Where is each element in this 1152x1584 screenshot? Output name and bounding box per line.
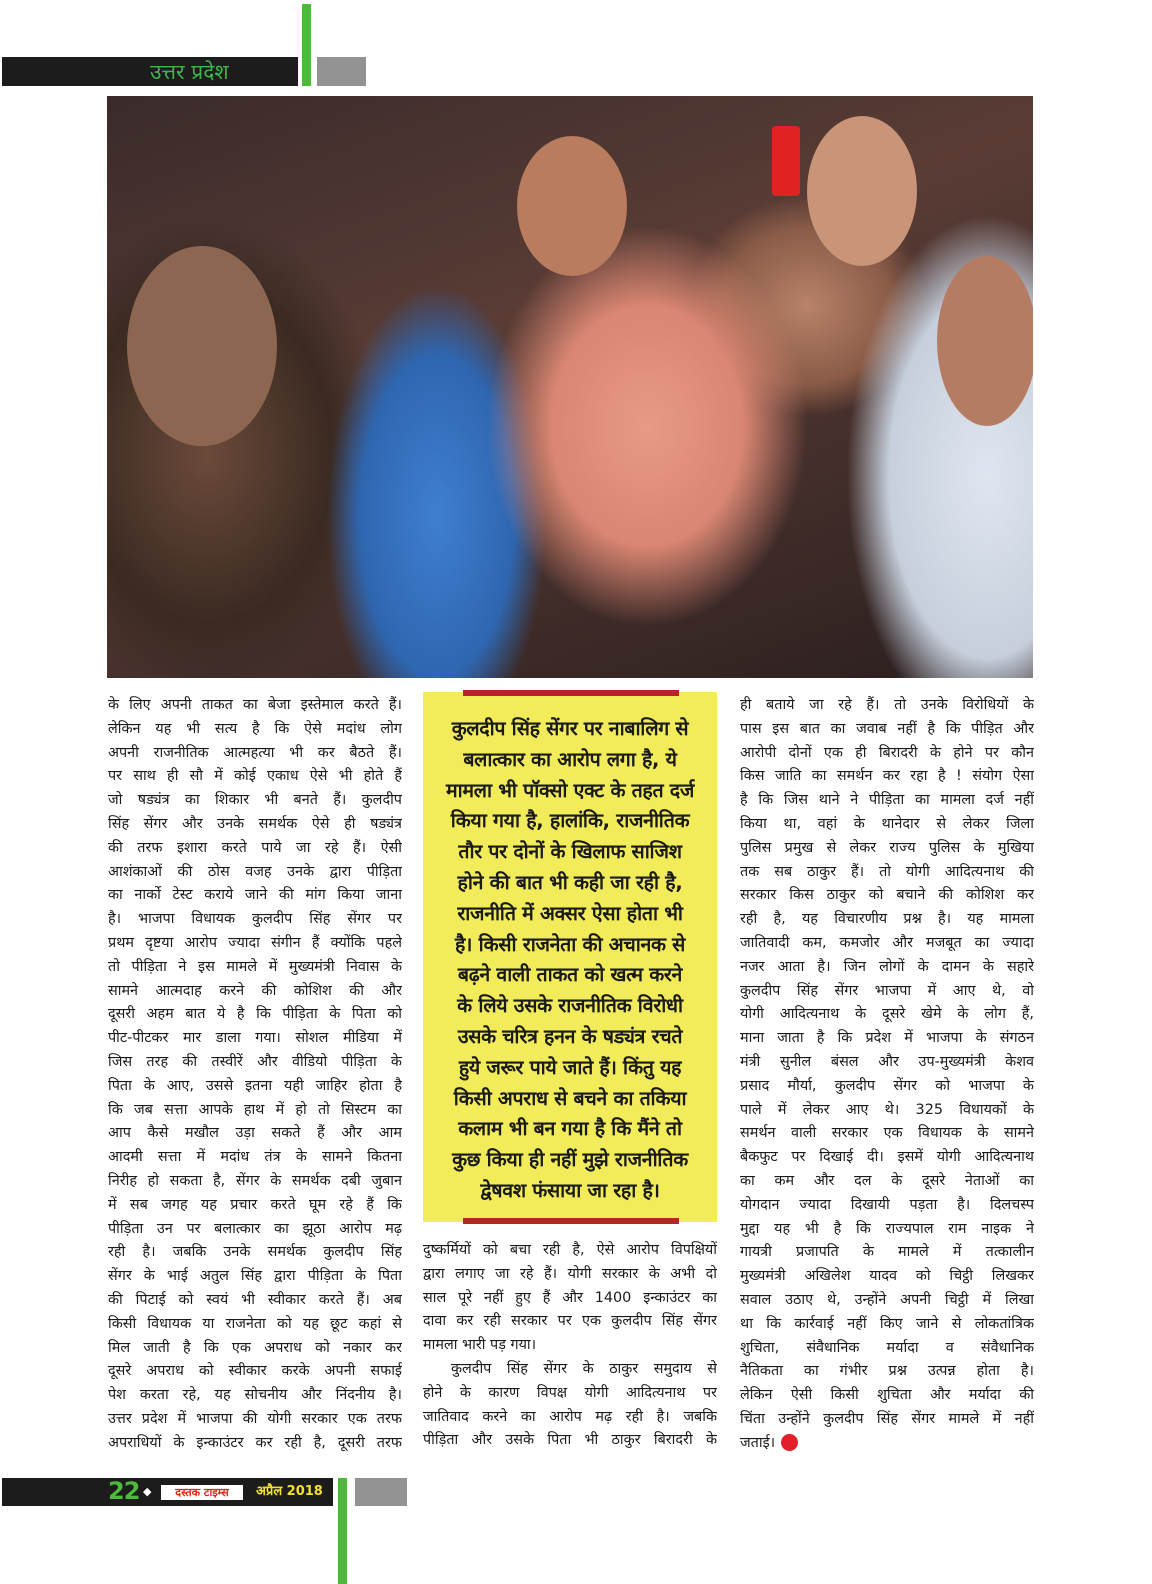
article-line-text: मुद्दा यह भी है कि राज्यपाल राम नाइक ने (740, 1220, 1034, 1237)
article-line-text: तक सब ठाकुर हैं। तो योगी आदित्यनाथ की (740, 863, 1034, 880)
article-line-text: बैकफुट पर दिखाई दी। इसमें योगी आदित्यनाथ (740, 1149, 1034, 1166)
article-line (108, 1313, 402, 1337)
article-line (740, 1337, 1034, 1361)
article-line-text: कुलदीप सिंह सेंगर भाजपा में आए थे, वो (740, 982, 1034, 999)
article-line-text: लेकिन ऐसी किसी शुचिता और मर्यादा की (740, 1387, 1034, 1404)
pull-quote-line: उसके चरित्र हनन के षड्यंत्र रचते (457, 1024, 683, 1048)
article-line (108, 956, 402, 980)
article-line (108, 1432, 402, 1456)
article-line (740, 1051, 1034, 1075)
article-line-text: उत्तर प्रदेश में भाजपा की योगी सरकार एक तरफ (108, 1410, 402, 1427)
article-line-text: जिस तरह की तस्वीरें और वीडियो पीड़िता के (108, 1053, 402, 1070)
article-line (740, 1289, 1034, 1313)
article-line (108, 694, 402, 718)
pull-quote-line: बढ़ने वाली ताकत को खत्म करने (457, 963, 683, 987)
article-line (423, 1406, 717, 1430)
article-line (740, 861, 1034, 885)
pull-quote-line: किसी अपराध से बचने का तकिया (453, 1086, 687, 1110)
pull-quote-line: बलात्कार का आरोप लगा है, ये (463, 747, 677, 771)
article-line-text: जो षड्यंत्र का शिकार भी बनते हैं। कुलदीप (108, 792, 402, 809)
article-line (740, 1218, 1034, 1242)
article-line (740, 742, 1034, 766)
photo-person-face (807, 116, 917, 266)
pull-quote-line: द्वेषवश फंसाया जा रहा है। (480, 1178, 660, 1202)
article-line-text: दूसरी अहम बात ये है कि पीड़िता के पिता को (108, 1006, 402, 1023)
pull-quote-line: कलाम भी बन गया है कि मैंने तो (458, 1117, 682, 1141)
article-line-text: मंत्री सुनील बंसल और उप-मुख्यमंत्री केशव (740, 1053, 1034, 1070)
article-line-text: दुष्कर्मियों को बचा रही है, ऐसे आरोप विपक्षियों (423, 1242, 717, 1258)
pull-quote-line: के लिये उसके राजनीतिक विरोधी (457, 994, 683, 1018)
article-line-text: रही है, यह विचारणीय प्रश्न है। यह मामला (740, 911, 1034, 928)
page-number: 22 (108, 1477, 140, 1505)
article-line (740, 1194, 1034, 1218)
article-line-text: जताई। (740, 1434, 776, 1451)
article-line-text: मामला भारी पड़ गया। (423, 1337, 537, 1354)
article-line-text: प्रथम दृष्टया आरोप ज्यादा संगीन हैं क्योंकि पहले (108, 934, 402, 951)
article-line-text: आदमी सत्ता में मदांध तंत्र के सामने कितना (108, 1149, 402, 1166)
pull-quote-text (423, 714, 717, 1207)
article-line-text: पेश करता रहे, यह सोचनीय और निंदनीय है। (108, 1387, 402, 1404)
article-line (108, 1360, 402, 1384)
article-line (740, 837, 1034, 861)
article-line-text: पीड़िता और उसके पिता भी ठाकुर बिरादरी के (423, 1432, 717, 1449)
article-line-text: पिता के आए, उससे इतना यही जाहिर होता है (108, 1077, 402, 1094)
article-line-text: था कि कार्रवाई नहीं किए जाने से लोकतांत्रिक (740, 1315, 1034, 1332)
article-line-text: पास इस बात का जवाब नहीं है कि पीड़ित और (740, 720, 1034, 737)
article-line (423, 1287, 717, 1311)
article-line (108, 1051, 402, 1075)
article-line (423, 1263, 717, 1287)
article-line (108, 932, 402, 956)
article-line (108, 980, 402, 1004)
article-line-text: गायत्री प्रजापति के मामले में तत्कालीन (740, 1244, 1034, 1261)
article-line (108, 1218, 402, 1242)
article-line-text: सामने आत्मदाह करने की कोशिश की और (108, 982, 402, 999)
article-column-2 (423, 1239, 717, 1453)
article-line (108, 908, 402, 932)
article-line (740, 1170, 1034, 1194)
article-line (108, 1408, 402, 1432)
article-line-text: पीड़िता उन पर बलात्कार का झूठा आरोप मढ़ (108, 1220, 402, 1237)
microphone-icon (772, 126, 800, 196)
article-line-text: शुचिता, संवैधानिक मर्यादा व संवैधानिक (740, 1339, 1034, 1356)
article-line-text: चिंता उन्होंने कुलदीप सिंह सेंगर मामले में नहीं (740, 1410, 1034, 1427)
article-line-text: पाले में लेकर आए थे। 325 विधायकों के (740, 1101, 1034, 1118)
article-line-text: सिंह सेंगर और उनके समर्थक ऐसे ही षड्यंत्र (108, 815, 402, 832)
pull-quote-line: है। किसी राजनेता की अचानक से (454, 932, 686, 956)
article-line (108, 1146, 402, 1170)
article-line-text: सवाल उठाए थे, उन्होंने अपनी चिट्ठी में लिखा (740, 1291, 1034, 1308)
pull-quote-bottom-rule (463, 1218, 679, 1224)
article-column-1 (108, 694, 402, 1456)
article-line (108, 1099, 402, 1123)
article-line (740, 1384, 1034, 1408)
pull-quote-line: होने की बात भी कही जा रही है, (457, 870, 683, 894)
photo-person-face (937, 256, 1033, 426)
article-line-text: द्वारा लगाए जा रहे हैं। योगी सरकार के अभी दो (423, 1265, 717, 1282)
article-line-text: में सब जगह यह प्रचार करते घूम रहे हैं कि (108, 1196, 402, 1213)
article-line-text: किया था, वहां के थानेदार से लेकर जिला (740, 815, 1034, 832)
end-mark-icon (781, 1434, 798, 1451)
article-line-text: अपराधियों के इन्काउंटर कर रही है, दूसरी तरफ (108, 1434, 402, 1451)
pull-quote-line: हुये जरूर पाये जाते हैं। किंतु यह (458, 1055, 682, 1079)
article-line-text: नैतिकता का गंभीर प्रश्न उत्पन्न होता है। (740, 1363, 1034, 1380)
article-line-text: तो पीड़िता ने इस मामले में मुख्यमंत्री निवास के (108, 958, 402, 975)
article-line (740, 1432, 1034, 1456)
article-line (740, 813, 1034, 837)
article-line (108, 765, 402, 789)
article-line (423, 1334, 717, 1358)
article-line (740, 694, 1034, 718)
article-line-text: नजर आता है। जिन लोगों के दामन के सहारे (740, 958, 1034, 975)
article-line (740, 1003, 1034, 1027)
article-line (740, 1122, 1034, 1146)
article-line (740, 1241, 1034, 1265)
article-line (740, 1265, 1034, 1289)
article-line-text: की तरफ इशारा करते पाये जा रहे हैं। ऐसी (108, 839, 402, 856)
article-line-text: किस जाति का समर्थन कर रहा है ! संयोग ऐसा (740, 768, 1034, 785)
article-line (108, 1003, 402, 1027)
article-line (108, 1241, 402, 1265)
pull-quote-box (423, 692, 717, 1222)
article-line-text: पुलिस प्रमुख से लेकर राज्य पुलिस के मुखिया (740, 839, 1034, 856)
article-line (108, 884, 402, 908)
article-column-3 (740, 694, 1034, 1456)
article-line (740, 884, 1034, 908)
article-line (108, 1265, 402, 1289)
article-line-text: प्रसाद मौर्या, कुलदीप सेंगर को भाजपा के (740, 1077, 1034, 1094)
article-line (740, 980, 1034, 1004)
article-line (740, 1408, 1034, 1432)
article-line (740, 1146, 1034, 1170)
article-line-text: कि जब सत्ता आपके हाथ में हो तो सिस्टम का (108, 1101, 402, 1118)
article-line-text: ही बताये जा रहे हैं। तो उनके विरोधियों के (740, 697, 1034, 713)
article-line-text: माना जाता है कि प्रदेश में भाजपा के संगठन (740, 1030, 1034, 1047)
article-line-text: जातिवाद करने का आरोप मढ़ रही है। जबकि (423, 1408, 717, 1425)
pull-quote-line: कुछ किया ही नहीं मुझे राजनीतिक (452, 1148, 688, 1172)
article-line-text: दावा कर रही सरकार पर एक कुलदीप सिंह सेंगर (423, 1313, 717, 1330)
article-line-text: योगदान ज्यादा दिखायी पड़ता है। दिलचस्प (740, 1196, 1034, 1213)
article-line (108, 1384, 402, 1408)
article-line (108, 1027, 402, 1051)
photo-subject-face (517, 136, 627, 276)
article-line-text: का कम और दल के दूसरे नेताओं का (740, 1172, 1034, 1189)
article-line (740, 1099, 1034, 1123)
issue-date: अप्रैल 2018 (256, 1484, 323, 1499)
article-line (423, 1310, 717, 1334)
news-photo (107, 96, 1033, 678)
article-line-text: है कि जिस थाने ने पीड़िता का मामला दर्ज नहीं (740, 792, 1034, 809)
article-line (108, 718, 402, 742)
article-line-text: आशंकाओं की ठोस वजह उनके द्वारा पीड़िता (108, 863, 402, 880)
article-line (740, 908, 1034, 932)
article-line (108, 1075, 402, 1099)
article-line (108, 1194, 402, 1218)
article-line-text: पीट-पीटकर मार डाला गया। सोशल मीडिया में (108, 1030, 402, 1047)
footer-gray-block (355, 1478, 407, 1506)
article-line-text: सरकार किस ठाकुर को बचाने की कोशिश कर (740, 887, 1034, 904)
header-gray-block (317, 57, 366, 86)
article-line-text: लेकिन यह भी सत्य है कि ऐसे मदांध लोग (108, 720, 402, 737)
pull-quote-line: मामला भी पॉक्सो एक्ट के तहत दर्ज (445, 778, 695, 802)
article-line-text: साल पूरे नहीं हुए हैं और 1400 इन्काउंटर का (423, 1289, 717, 1306)
article-line (740, 1027, 1034, 1051)
article-line (108, 813, 402, 837)
article-line-text: के लिए अपनी ताकत का बेजा इस्तेमाल करते हैं। (108, 697, 402, 713)
article-line-text: जातिवादी कम, कमजोर और मजबूत का ज्यादा (740, 934, 1034, 951)
article-line-text: रही है। जबकि उनके समर्थक कुलदीप सिंह (108, 1244, 402, 1261)
article-line-text: कुलदीप सिंह सेंगर के ठाकुर समुदाय से (451, 1360, 717, 1377)
article-line-text: सेंगर के भाई अतुल सिंह द्वारा पीड़िता के पिता (108, 1268, 402, 1285)
article-line (108, 789, 402, 813)
article-line (740, 765, 1034, 789)
article-line-text: योगी आदित्यनाथ के दूसरे खेमे के लोग हैं, (740, 1006, 1034, 1023)
article-line-text: आप कैसे मखौल उड़ा सकते हैं और आम (108, 1125, 402, 1142)
article-line-text: अपनी राजनीतिक आत्महत्या भी कर बैठते हैं। (108, 744, 402, 761)
article-line (740, 1360, 1034, 1384)
article-line-text: मुख्यमंत्री अखिलेश यादव को चिट्ठी लिखकर (740, 1268, 1034, 1285)
pull-quote-line: कुलदीप सिंह सेंगर पर नाबालिग से (451, 717, 689, 740)
diamond-separator-icon: ◆ (143, 1485, 152, 1498)
article-line-text: होने के कारण विपक्ष योगी आदित्यनाथ पर (423, 1384, 717, 1401)
article-line-text: पर साथ ही सौ में कोई एकाध ऐसे भी होते हैं (108, 768, 402, 785)
article-line (108, 1122, 402, 1146)
article-line (423, 1429, 717, 1453)
article-line-text: दूसरे अपराध को स्वीकार करके अपनी सफाई (108, 1363, 402, 1380)
article-line (108, 1337, 402, 1361)
article-line (740, 1075, 1034, 1099)
article-line (108, 1289, 402, 1313)
pull-quote-line: तौर पर दोनों के खिलाफ साजिश (458, 840, 682, 864)
article-line-text: की पिटाई को स्वयं भी स्वीकार करते हैं। अब (108, 1291, 402, 1308)
article-line-text: निरीह हो सकता है, सेंगर के समर्थक दबी जुबान (108, 1172, 402, 1189)
article-line-text: का नार्को टेस्ट कराये जाने की मांग किया जाना (108, 887, 402, 904)
pull-quote-top-rule (463, 690, 679, 696)
article-line (740, 1313, 1034, 1337)
section-title: उत्तर प्रदेश (150, 60, 229, 84)
article-line-text: किसी विधायक या राजनेता को यह छूट कहां से (108, 1315, 402, 1332)
article-line (108, 837, 402, 861)
article-line (423, 1358, 717, 1382)
pull-quote-line: किया गया है, हालांकि, राजनीतिक (450, 809, 690, 833)
article-line (108, 861, 402, 885)
article-line (423, 1239, 717, 1263)
footer-green-accent (338, 1478, 347, 1584)
article-line (740, 932, 1034, 956)
magazine-logo: दस्तक टाइम्स (161, 1485, 243, 1500)
article-line (108, 1170, 402, 1194)
photo-person-face (127, 246, 277, 446)
article-line (423, 1382, 717, 1406)
article-line-text: मिल जाती है कि एक अपराध को नकार कर (108, 1339, 402, 1356)
header-green-accent (302, 4, 311, 86)
article-line-text: समर्थन वाली सरकार एक विधायक के सामने (740, 1125, 1034, 1142)
article-line (108, 742, 402, 766)
article-line-text: है। भाजपा विधायक कुलदीप सिंह सेंगर पर (108, 911, 402, 928)
article-line (740, 718, 1034, 742)
article-line-text: आरोपी दोनों एक ही बिरादरी के होने पर कौन (740, 744, 1034, 761)
article-line (740, 956, 1034, 980)
article-line (740, 789, 1034, 813)
pull-quote-line: राजनीति में अक्सर ऐसा होता भी (457, 901, 683, 925)
